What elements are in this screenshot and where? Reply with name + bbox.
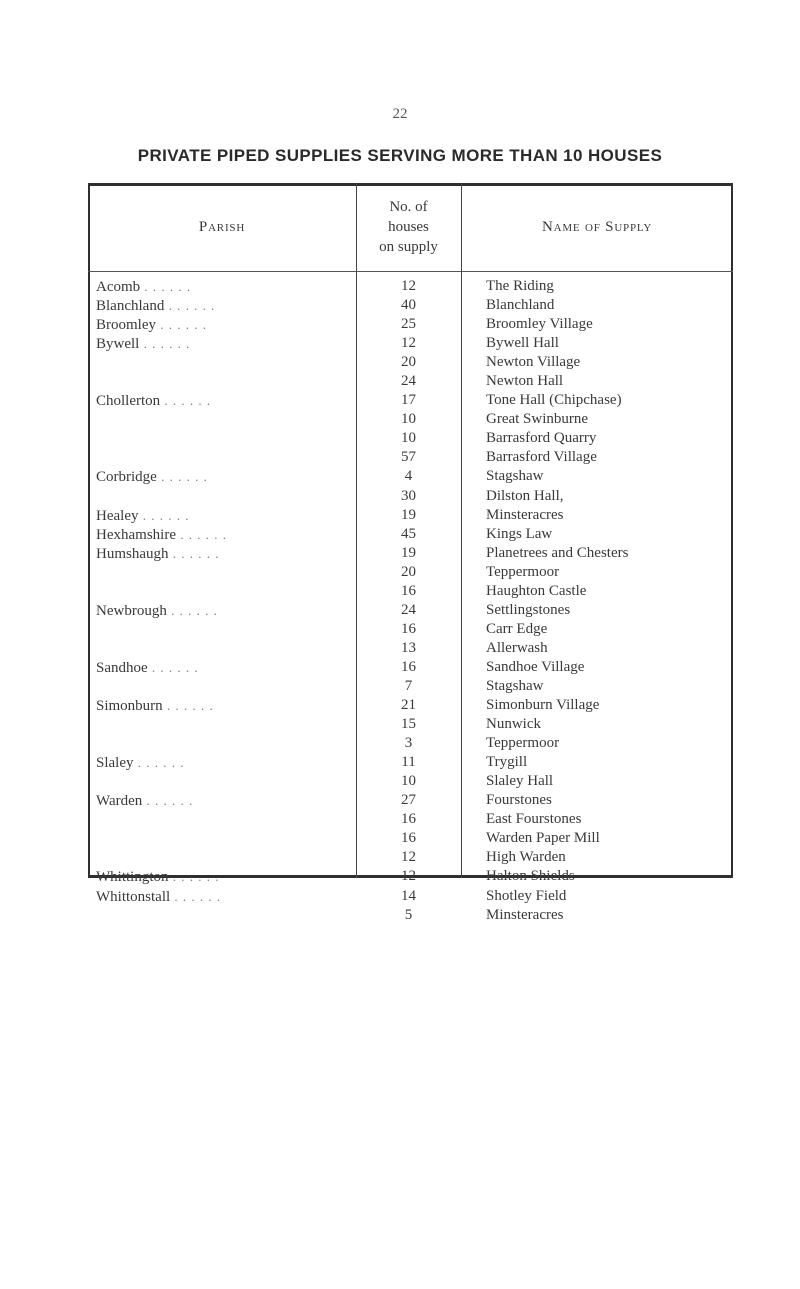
dot-leader: . . . . . . bbox=[133, 755, 185, 771]
table-row bbox=[88, 791, 733, 810]
houses-cell: 12 bbox=[401, 278, 416, 294]
table-row bbox=[88, 810, 733, 829]
parish-name: Broomley bbox=[96, 317, 156, 334]
parish-cell bbox=[96, 658, 346, 678]
parish-cell bbox=[96, 601, 346, 621]
dot-leader: . . . . . . bbox=[139, 336, 191, 352]
table-row bbox=[88, 372, 733, 391]
supply-cell: Slaley Hall bbox=[486, 773, 554, 790]
supply-cell: Haughton Castle bbox=[486, 582, 587, 599]
supply-cell: The Riding bbox=[486, 278, 554, 294]
houses-cell: 40 bbox=[401, 297, 416, 314]
dot-leader: . . . . . . bbox=[164, 298, 216, 314]
table-row bbox=[88, 315, 733, 334]
table-row bbox=[88, 353, 733, 372]
supply-cell: Simonburn Village bbox=[486, 697, 600, 714]
houses-cell: 4 bbox=[404, 468, 413, 485]
table-row bbox=[88, 334, 733, 353]
parish-name: Chollerton bbox=[96, 393, 161, 410]
table-row bbox=[88, 582, 733, 601]
dot-leader: . . . . . . bbox=[162, 698, 214, 714]
houses-cell: 45 bbox=[401, 525, 416, 542]
parish-name: Blanchland bbox=[96, 298, 165, 315]
parish-name: Healey bbox=[96, 507, 139, 524]
supply-cell: East Fourstones bbox=[486, 811, 582, 828]
supply-cell: Nunwick bbox=[486, 716, 541, 733]
table-row bbox=[88, 506, 733, 525]
parish-name: Newbrough bbox=[96, 602, 167, 619]
houses-cell: 5 bbox=[404, 906, 413, 923]
houses-cell: 7 bbox=[404, 677, 413, 694]
houses-cell: 20 bbox=[401, 354, 416, 371]
houses-cell: 20 bbox=[401, 563, 416, 580]
table-row bbox=[88, 753, 733, 772]
houses-cell: 21 bbox=[401, 697, 416, 714]
supply-cell: Blanchland bbox=[486, 297, 555, 314]
houses-cell: 57 bbox=[401, 449, 416, 466]
table-row bbox=[88, 277, 733, 296]
supply-cell: Shotley Field bbox=[486, 887, 567, 904]
parish-cell bbox=[96, 277, 346, 297]
parish-name: Hexhamshire bbox=[96, 526, 176, 543]
supply-cell: Sandhoe Village bbox=[486, 658, 585, 675]
table-row bbox=[88, 677, 733, 696]
supply-cell: Tone Hall (Chipchase) bbox=[486, 392, 622, 409]
table-row bbox=[88, 887, 733, 906]
houses-cell: 19 bbox=[401, 506, 416, 523]
table-row bbox=[88, 696, 733, 715]
parish-cell bbox=[96, 296, 346, 316]
supply-cell: Newton Hall bbox=[486, 373, 564, 390]
table-row bbox=[88, 525, 733, 544]
dot-leader: . . . . . . bbox=[168, 869, 220, 885]
supply-cell: Stagshaw bbox=[486, 468, 544, 485]
supply-cell: Carr Edge bbox=[486, 620, 548, 637]
table-row bbox=[88, 829, 733, 848]
parish-name: Simonburn bbox=[96, 698, 163, 715]
dot-leader: . . . . . . bbox=[138, 507, 190, 523]
supply-cell: Barrasford Quarry bbox=[486, 430, 597, 447]
page-number: 22 bbox=[392, 106, 408, 122]
table-row bbox=[88, 639, 733, 658]
table-row bbox=[88, 467, 733, 486]
supply-cell: Halton Shields bbox=[486, 868, 575, 885]
parish-cell bbox=[96, 315, 346, 335]
houses-cell: 16 bbox=[401, 582, 416, 599]
houses-cell: 10 bbox=[401, 411, 416, 428]
column-header-houses-line2: houses bbox=[388, 219, 429, 235]
houses-cell: 16 bbox=[401, 658, 416, 675]
houses-cell: 24 bbox=[401, 373, 416, 390]
supply-cell: Allerwash bbox=[486, 639, 548, 656]
supply-cell: High Warden bbox=[486, 849, 566, 866]
supply-cell: Fourstones bbox=[486, 792, 552, 809]
table-row bbox=[88, 563, 733, 582]
parish-name: Corbridge bbox=[96, 469, 157, 486]
parish-cell bbox=[96, 867, 346, 887]
column-header-houses bbox=[356, 183, 461, 271]
supply-cell: Bywell Hall bbox=[486, 335, 559, 352]
dot-leader: . . . . . . bbox=[166, 602, 218, 618]
houses-cell: 11 bbox=[401, 754, 416, 771]
dot-leader: . . . . . . bbox=[142, 793, 194, 809]
parish-cell bbox=[96, 467, 346, 487]
table-row bbox=[88, 734, 733, 753]
table-row bbox=[88, 601, 733, 620]
dot-leader: . . . . . . bbox=[147, 659, 199, 675]
parish-name: Slaley bbox=[96, 755, 134, 772]
dot-leader: . . . . . . bbox=[160, 393, 212, 409]
table-row bbox=[88, 848, 733, 867]
table-body bbox=[88, 277, 733, 925]
supply-cell: Broomley Village bbox=[486, 316, 593, 333]
supply-cell: Teppermoor bbox=[486, 735, 560, 752]
houses-cell: 16 bbox=[401, 830, 416, 847]
houses-cell: 12 bbox=[401, 849, 416, 866]
parish-cell bbox=[96, 753, 346, 773]
parish-cell bbox=[96, 887, 346, 907]
supply-cell: Minsteracres bbox=[486, 906, 564, 923]
parish-name: Acomb bbox=[96, 279, 141, 295]
houses-cell: 12 bbox=[401, 868, 416, 885]
table-row bbox=[88, 867, 733, 886]
table-row bbox=[88, 906, 733, 925]
houses-cell: 17 bbox=[401, 392, 416, 409]
houses-cell: 27 bbox=[401, 792, 416, 809]
table-row bbox=[88, 658, 733, 677]
parish-cell bbox=[96, 525, 346, 545]
table-row bbox=[88, 410, 733, 429]
houses-cell: 19 bbox=[401, 544, 416, 561]
supply-cell: Trygill bbox=[486, 754, 528, 771]
table-row bbox=[88, 296, 733, 315]
houses-cell: 13 bbox=[401, 639, 416, 656]
table-row bbox=[88, 429, 733, 448]
table-row bbox=[88, 448, 733, 467]
supply-cell: Stagshaw bbox=[486, 677, 544, 694]
supply-cell: Great Swinburne bbox=[486, 411, 589, 428]
supply-cell: Minsteracres bbox=[486, 506, 564, 523]
houses-cell: 25 bbox=[401, 316, 416, 333]
houses-cell: 24 bbox=[401, 601, 416, 618]
parish-name: Whittington bbox=[96, 869, 169, 886]
houses-cell: 14 bbox=[401, 887, 416, 904]
houses-cell: 16 bbox=[401, 620, 416, 637]
parish-cell bbox=[96, 334, 346, 354]
supply-cell: Teppermoor bbox=[486, 563, 560, 580]
parish-cell bbox=[96, 544, 346, 564]
table-row bbox=[88, 715, 733, 734]
houses-cell: 30 bbox=[401, 487, 416, 504]
dot-leader: . . . . . . bbox=[168, 545, 220, 561]
table-row bbox=[88, 544, 733, 563]
parish-name: Bywell bbox=[96, 336, 140, 353]
parish-cell bbox=[96, 391, 346, 411]
column-header-supply: Name of Supply bbox=[541, 219, 653, 235]
houses-cell: 12 bbox=[401, 335, 416, 352]
supply-cell: Planetrees and Chesters bbox=[486, 544, 629, 561]
supply-cell: Barrasford Village bbox=[486, 449, 597, 466]
dot-leader: . . . . . . bbox=[156, 317, 207, 333]
page-title: PRIVATE PIPED SUPPLIES SERVING MORE THAN 10 HOUSES bbox=[137, 146, 663, 165]
supply-cell: Newton Village bbox=[486, 354, 581, 371]
parish-cell bbox=[96, 506, 346, 526]
houses-cell: 10 bbox=[401, 430, 416, 447]
dot-leader: . . . . . . bbox=[140, 279, 192, 294]
supply-cell: Kings Law bbox=[486, 525, 553, 542]
column-header-parish: Parish bbox=[198, 219, 246, 235]
parish-name: Whittonstall bbox=[96, 888, 171, 905]
houses-cell: 15 bbox=[401, 716, 416, 733]
parish-name: Sandhoe bbox=[96, 659, 148, 676]
header-divider bbox=[88, 271, 733, 272]
dot-leader: . . . . . . bbox=[170, 888, 222, 904]
supply-cell: Dilston Hall, bbox=[486, 487, 564, 504]
houses-cell: 10 bbox=[401, 773, 416, 790]
supply-cell: Settlingstones bbox=[486, 601, 571, 618]
table-row bbox=[88, 772, 733, 791]
table-row bbox=[88, 487, 733, 506]
supplies-table bbox=[88, 183, 733, 923]
table-row bbox=[88, 620, 733, 639]
table-row bbox=[88, 391, 733, 410]
column-header-houses-line1: No. of bbox=[389, 199, 428, 215]
houses-cell: 3 bbox=[404, 735, 413, 752]
parish-name: Humshaugh bbox=[96, 545, 169, 562]
dot-leader: . . . . . . bbox=[175, 526, 227, 542]
supply-cell: Warden Paper Mill bbox=[486, 830, 600, 847]
dot-leader: . . . . . . bbox=[156, 469, 208, 485]
parish-cell bbox=[96, 791, 346, 811]
parish-cell bbox=[96, 696, 346, 716]
houses-cell: 16 bbox=[401, 811, 416, 828]
column-header-houses-line3: on supply bbox=[379, 239, 438, 255]
parish-name: Warden bbox=[96, 793, 143, 810]
